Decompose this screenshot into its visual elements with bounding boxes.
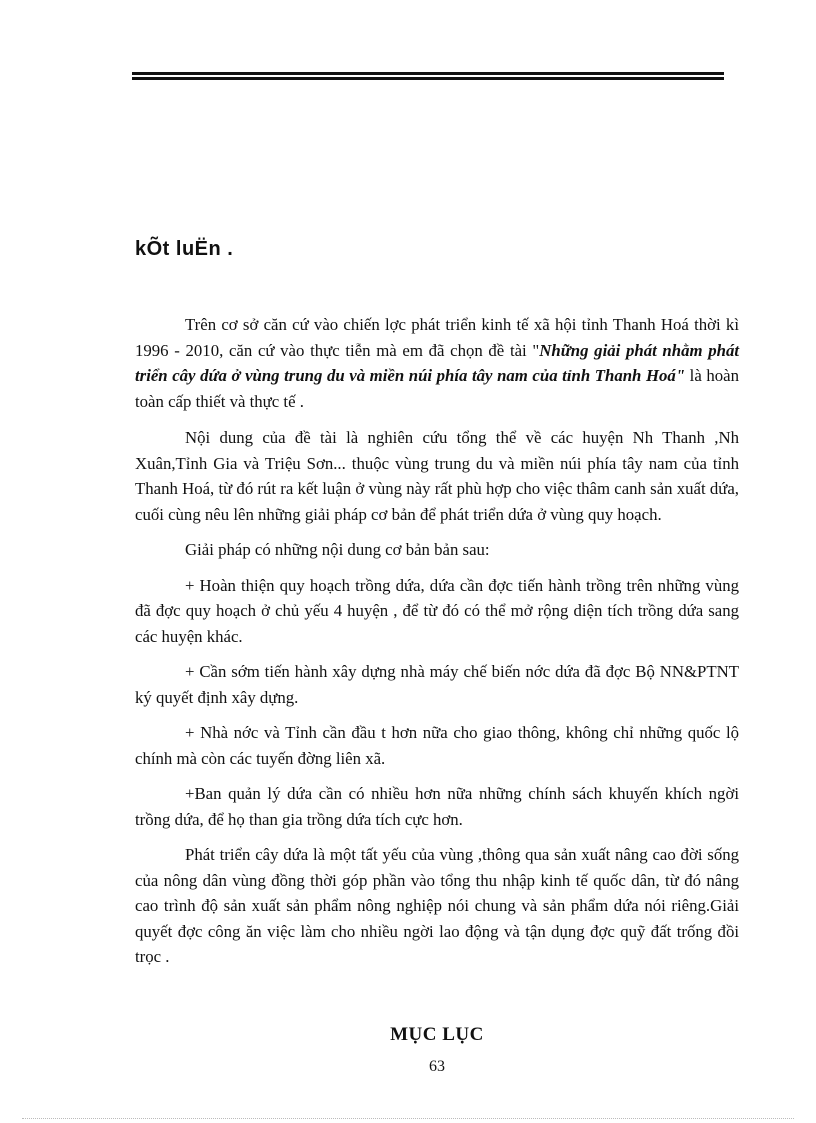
page-number: 63	[429, 1058, 445, 1075]
header-rule	[132, 72, 724, 80]
paragraph-content: Nội dung của đề tài là nghiên cứu tổng thể về các huyện Nh Thanh ,Nh Xuân,Tỉnh Gia và Triệu Sơn... thuộc vùng trung du và miền núi phía tây nam của tỉnh Thanh Hoá, từ đó rút ra kết luận ở vùng này rất phù hợp cho việc thâm canh sản xuất dứa, cuối cùng nêu lên những giải pháp cơ bản để phát triển dứa ở vùng quy hoạch.	[135, 428, 739, 524]
paragraph-conclusion: Phát triển cây dứa là một tất yếu của vùng ,thông qua sản xuất nâng cao đời sống của nông dân vùng đồng thời góp phần vào tổng thu nhập kinh tế quốc dân, từ đó nâng cao trình độ sản xuất sản phẩm nông nghiệp nói chung và sản phẩm dứa nói riêng.Giải quyết đợc công ăn việc làm cho nhiều ngời lao động và tận dụng đợc quỹ đất trống đồi trọc .	[135, 845, 739, 966]
solution-item: + Cần sớm tiến hành xây dựng nhà máy chế biến nớc dứa đã đợc Bộ NN&PTNT ký quyết định xây dựng.	[135, 662, 739, 707]
paragraph-solutions-intro: Giải pháp có những nội dung cơ bản bản sau:	[185, 540, 490, 559]
thesis-title: Những giải phát nhằm phát triển cây dứa ở vùng trung du và miền núi phía tây nam của tỉnh Thanh Hoá"	[135, 340, 740, 385]
solution-item: +Ban quản lý dứa cần có nhiều hơn nữa những chính sách khuyến khích ngời trồng dứa, để họ than gia trồng dứa tích cực hơn.	[135, 784, 739, 829]
solution-item: + Hoàn thiện quy hoạch trồng dứa, dứa cần đợc tiến hành trồng trên những vùng đã đợc quy hoạch ở chủ yếu 4 huyện , để từ đó có thể mở rộng diện tích trồng dứa sang các huyện khác.	[135, 575, 739, 646]
paragraph-intro-tail: là hoàn toàn cấp thiết và thực tế .	[135, 366, 739, 411]
section-heading: kÕt luËn .	[135, 238, 234, 260]
footer-title: MỤC LỤC	[390, 1024, 484, 1045]
page-bottom-divider	[22, 1118, 794, 1119]
paragraph-intro-lead: Trên cơ sở căn cứ vào chiến lợc phát triển kinh tế xã hội tỉnh Thanh Hoá thời kì 1996 - 2010, căn cứ vào thực tiễn mà em đã chọn đề tài "	[135, 315, 739, 360]
paragraph-intro	[135, 312, 739, 414]
body-text	[135, 312, 739, 980]
solution-item: + Nhà nớc và Tỉnh cần đầu t hơn nữa cho giao thông, không chỉ những quốc lộ chính mà còn các tuyến đờng liên xã.	[135, 723, 739, 768]
